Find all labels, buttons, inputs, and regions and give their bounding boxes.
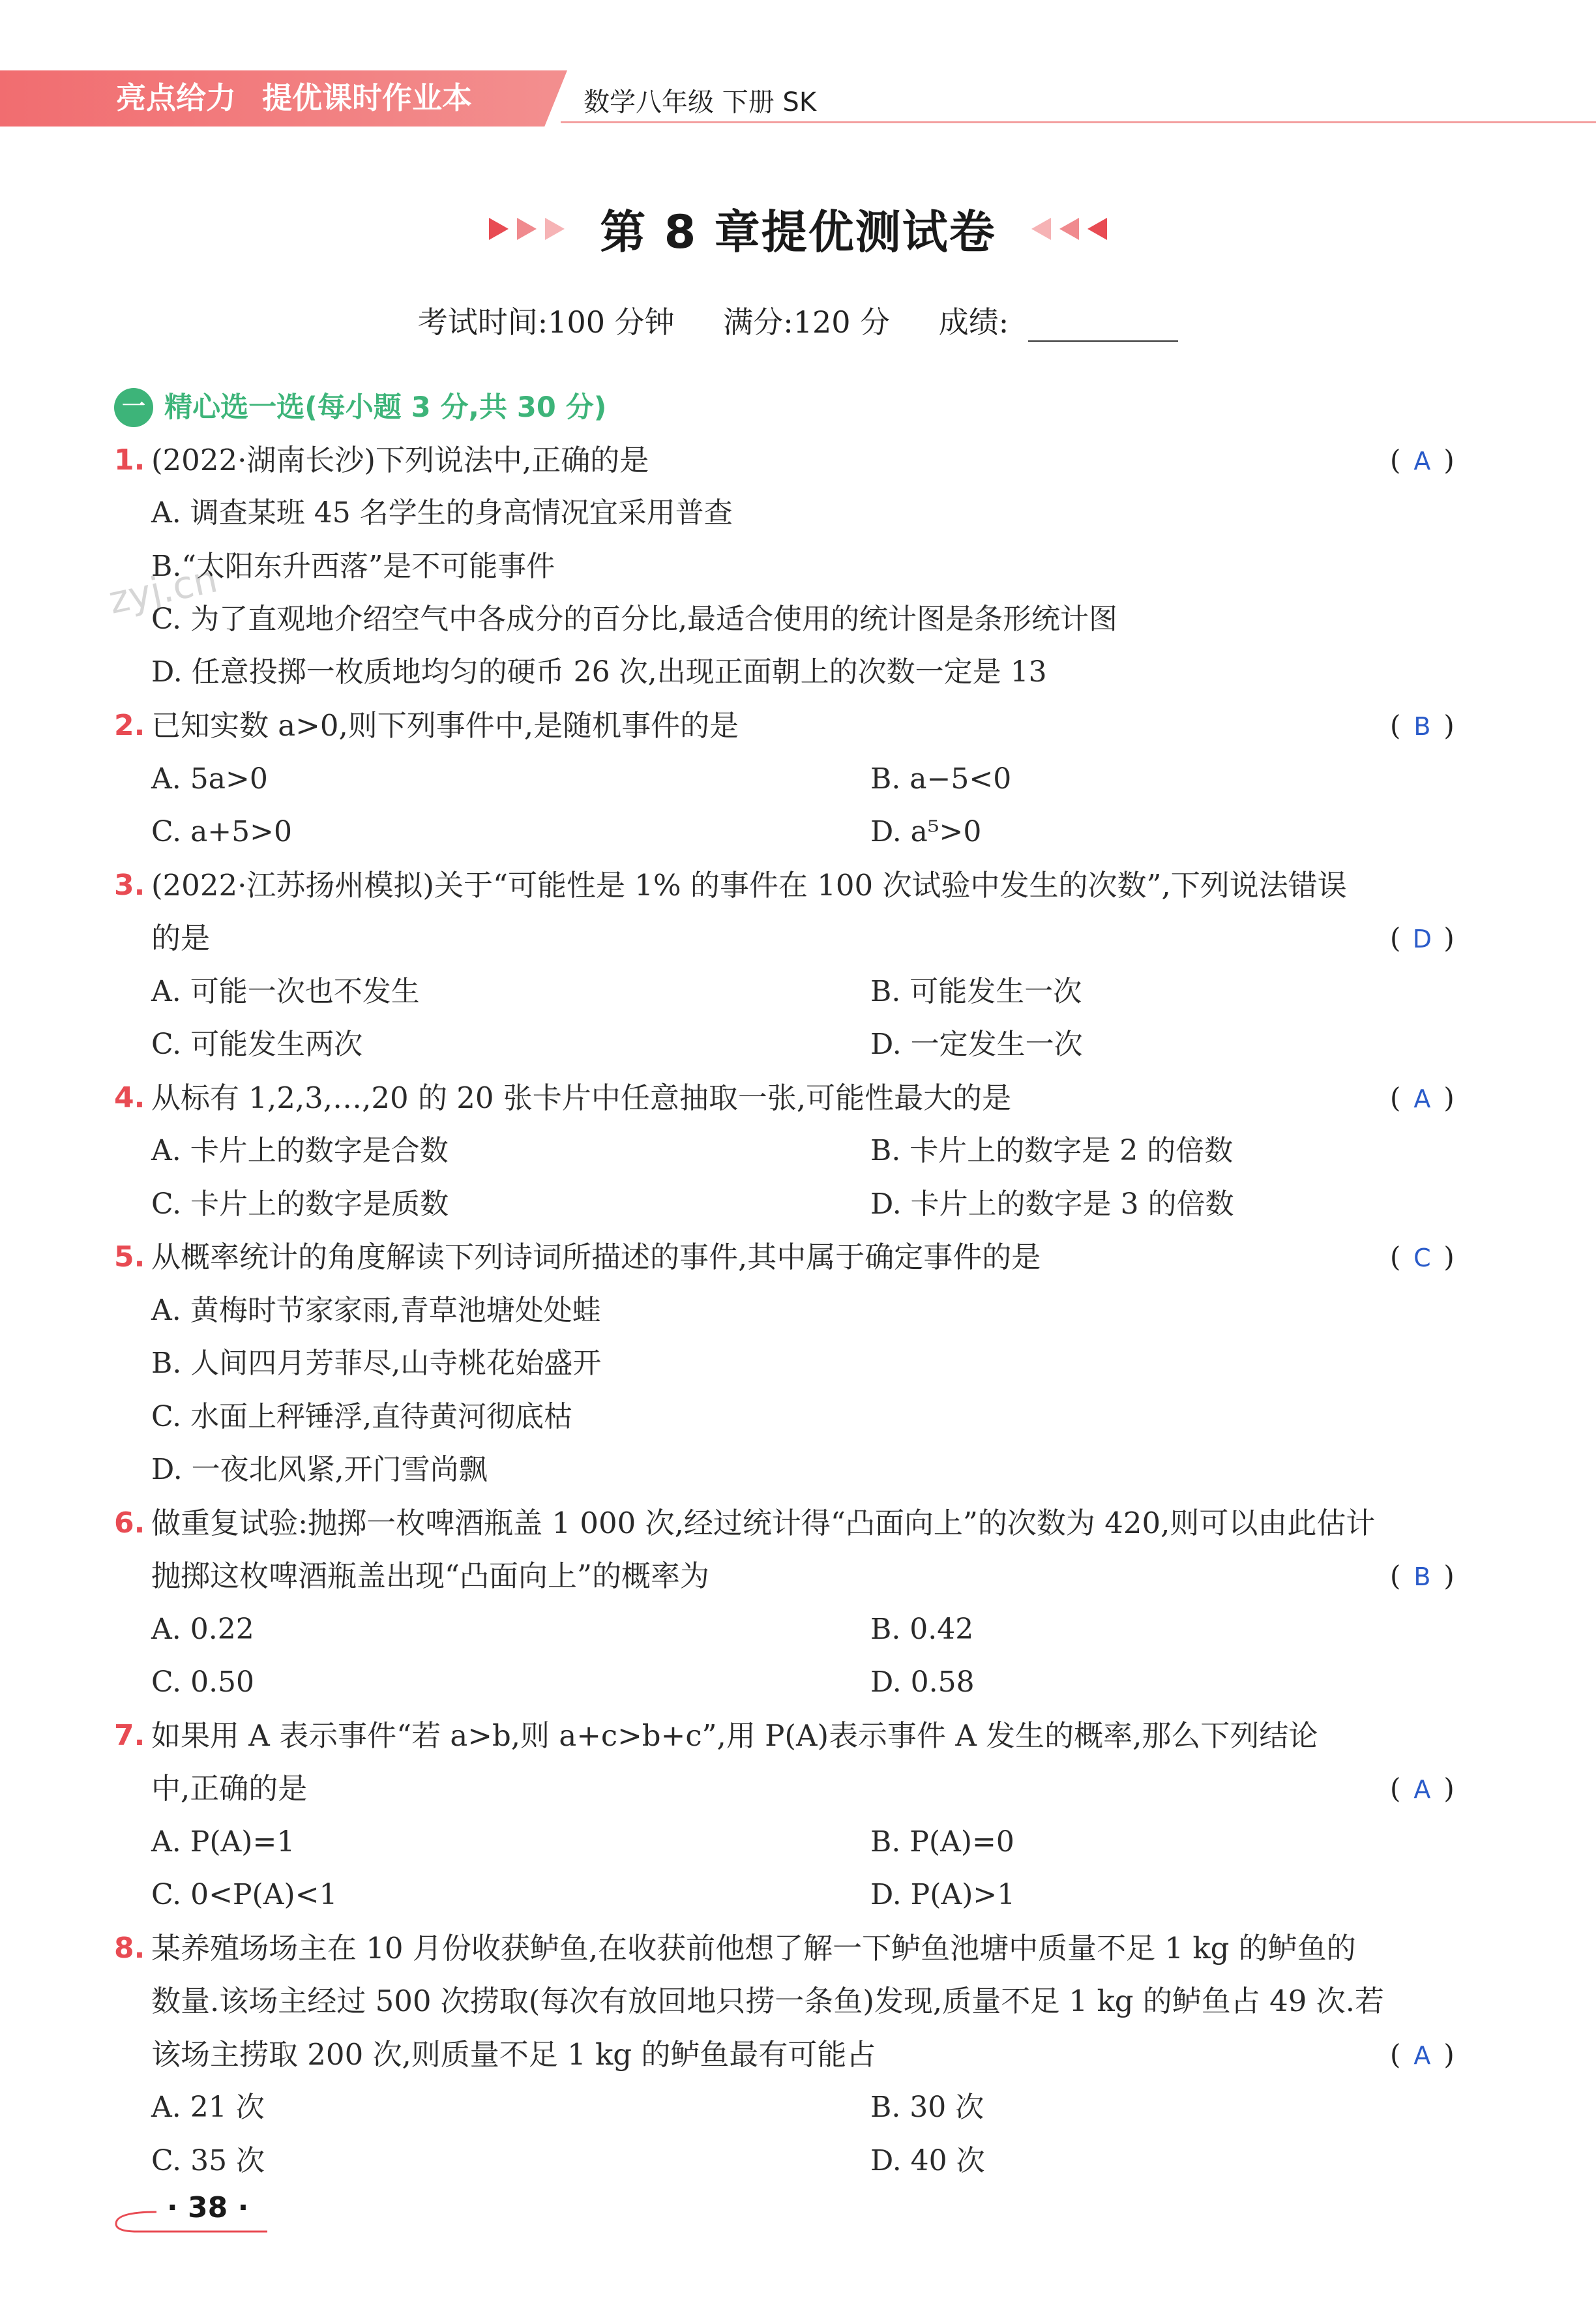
option-d: D. a⁵>0 — [870, 815, 982, 848]
brand-part1: 亮点给力 — [116, 80, 236, 115]
answer-bracket: ( C ) — [1390, 1238, 1455, 1277]
option-c: C. 可能发生两次 — [151, 1028, 363, 1061]
question-stem: 从标有 1,2,3,…,20 的 20 张卡片中任意抽取一张,可能性最大的是 — [151, 1081, 1012, 1115]
option-a: A. 0.22 — [151, 1613, 254, 1646]
question-number: 2. — [114, 709, 145, 742]
answer-letter: B — [1413, 1562, 1431, 1591]
exam-time: 考试时间:100 分钟 — [417, 305, 675, 340]
brand-part2: 提优课时作业本 — [262, 80, 472, 115]
option-d: D. 一夜北风紧,开门雪尚飘 — [151, 1453, 488, 1486]
score-blank[interactable] — [1028, 314, 1178, 342]
question-stem-cont: 的是 — [151, 921, 211, 955]
option-c: C. a+5>0 — [151, 815, 293, 848]
question-number: 4. — [114, 1081, 145, 1114]
answer-bracket: ( D ) — [1390, 919, 1455, 958]
section-title: 精心选一选(每小题 3 分,共 30 分) — [164, 391, 607, 424]
question-stem-cont: 数量.该场主经过 500 次捞取(每次有放回地只捞一条鱼)发现,质量不足 1 kg 的鲈鱼占 49 次.若 — [151, 1984, 1385, 2018]
question-stem-cont: 该场主捞取 200 次,则质量不足 1 kg 的鲈鱼最有可能占 — [151, 2037, 876, 2072]
answer-bracket: ( A ) — [1390, 2035, 1455, 2074]
option-a: A. 黄梅时节家家雨,青草池塘处处蛙 — [151, 1294, 601, 1327]
option-a: A. 卡片上的数字是合数 — [151, 1134, 449, 1167]
option-c: C. 0.50 — [151, 1665, 255, 1699]
answer-bracket: ( A ) — [1390, 1769, 1455, 1808]
option-a: A. 5a>0 — [151, 762, 268, 796]
option-d: D. P(A)>1 — [870, 1878, 1016, 1911]
answer-letter: D — [1412, 925, 1432, 953]
answer-letter: A — [1413, 447, 1431, 475]
question-stem-cont: 中,正确的是 — [151, 1771, 308, 1806]
question-stem: 如果用 A 表示事件“若 a>b,则 a+c>b+c”,用 P(A)表示事件 A 发生的概率,那么下列结论 — [151, 1718, 1318, 1753]
question-stem-cont: 抛掷这枚啤酒瓶盖出现“凸面向上”的概率为 — [151, 1559, 710, 1593]
page-number: · 38 · — [167, 2191, 249, 2224]
option-b: B.“太阳东升西落”是不可能事件 — [151, 550, 555, 583]
option-c: C. 为了直观地介绍空气中各成分的百分比,最适合使用的统计图是条形统计图 — [151, 603, 1118, 636]
option-d: D. 0.58 — [870, 1665, 975, 1699]
answer-bracket: ( B ) — [1390, 706, 1455, 745]
question-number: 5. — [114, 1240, 145, 1274]
answer-bracket: ( B ) — [1390, 1557, 1455, 1596]
title-row — [0, 196, 1596, 261]
option-b: B. 人间四月芳菲尽,山寺桃花始盛开 — [151, 1347, 602, 1380]
option-d: D. 卡片上的数字是 3 的倍数 — [870, 1187, 1234, 1221]
book-info: 数学八年级 下册 SK — [584, 87, 817, 117]
question-number: 8. — [114, 1932, 145, 1965]
question-number: 3. — [114, 869, 145, 902]
header-rule — [561, 121, 1596, 123]
exam-full-score: 满分:120 分 — [723, 305, 891, 340]
option-b: B. P(A)=0 — [870, 1825, 1014, 1859]
answer-letter: C — [1413, 1244, 1431, 1272]
option-b: B. 卡片上的数字是 2 的倍数 — [870, 1134, 1234, 1167]
watermark: zyj.cn — [104, 556, 222, 623]
title-right-arrows-icon — [1026, 213, 1110, 245]
section-badge: 一 — [114, 388, 153, 427]
option-d: D. 任意投掷一枚质地均匀的硬币 26 次,出现正面朝上的次数一定是 13 — [151, 655, 1047, 689]
option-a: A. 可能一次也不发生 — [151, 975, 420, 1008]
option-c: C. 0<P(A)<1 — [151, 1878, 338, 1911]
exam-score-label: 成绩: — [938, 305, 1009, 340]
option-b: B. a−5<0 — [870, 762, 1012, 796]
question-stem: 已知实数 a>0,则下列事件中,是随机事件的是 — [151, 708, 739, 743]
title-left-arrows-icon — [486, 213, 570, 245]
question-number: 7. — [114, 1719, 145, 1752]
answer-letter: A — [1413, 1084, 1431, 1113]
answer-letter: A — [1413, 1775, 1431, 1804]
option-c: C. 水面上秤锤浮,直待黄河彻底枯 — [151, 1400, 573, 1433]
option-a: A. P(A)=1 — [151, 1825, 295, 1859]
question-stem: (2022·湖南长沙)下列说法中,正确的是 — [151, 443, 649, 477]
option-d: D. 40 次 — [870, 2144, 985, 2177]
option-b: B. 可能发生一次 — [870, 975, 1082, 1008]
answer-letter: A — [1413, 2041, 1431, 2070]
answer-bracket: ( A ) — [1390, 441, 1455, 480]
question-stem: 从概率统计的角度解读下列诗词所描述的事件,其中属于确定事件的是 — [151, 1240, 1041, 1274]
question-stem: (2022·江苏扬州模拟)关于“可能性是 1% 的事件在 100 次试验中发生的次数”,下列说法错误 — [151, 868, 1347, 903]
question-number: 1. — [114, 443, 145, 477]
option-a: A. 21 次 — [151, 2091, 265, 2124]
option-c: C. 35 次 — [151, 2144, 265, 2177]
option-c: C. 卡片上的数字是质数 — [151, 1187, 449, 1221]
question-stem: 某养殖场场主在 10 月份收获鲈鱼,在收获前他想了解一下鲈鱼池塘中质量不足 1 kg 的鲈鱼的 — [151, 1931, 1356, 1965]
section-heading — [114, 386, 606, 428]
option-a: A. 调查某班 45 名学生的身高情况宜采用普查 — [151, 496, 733, 530]
brand-title — [116, 78, 498, 117]
answer-letter: B — [1413, 712, 1431, 741]
question-number: 6. — [114, 1506, 145, 1540]
question-stem: 做重复试验:抛掷一枚啤酒瓶盖 1 000 次,经过统计得“凸面向上”的次数为 420,则可以由此估计 — [151, 1506, 1376, 1540]
page-title: 第 8 章提优测试卷 — [600, 205, 996, 259]
answer-bracket: ( A ) — [1390, 1079, 1455, 1118]
option-d: D. 一定发生一次 — [870, 1028, 1083, 1061]
option-b: B. 30 次 — [870, 2091, 984, 2124]
exam-info — [0, 299, 1596, 342]
option-b: B. 0.42 — [870, 1613, 974, 1646]
